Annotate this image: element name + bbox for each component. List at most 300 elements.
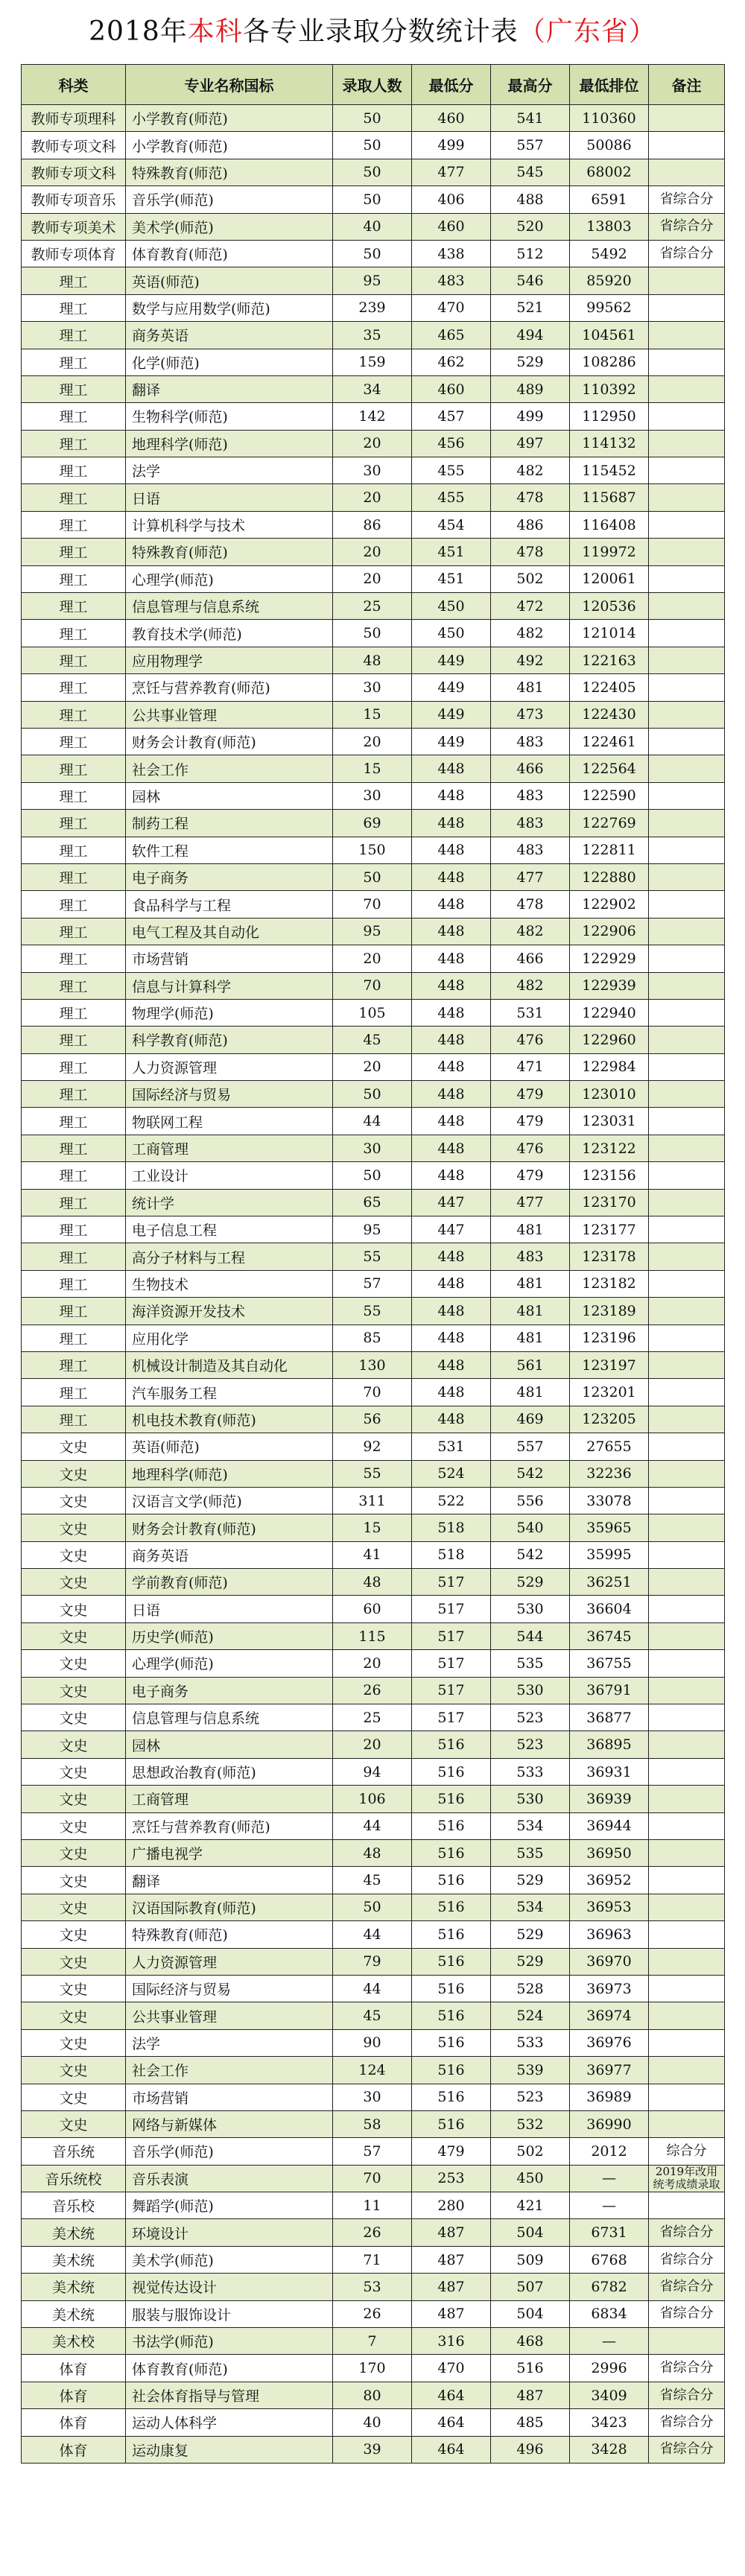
max-score-cell: 507: [491, 2274, 570, 2300]
max-score-cell: 478: [491, 891, 570, 918]
min-rank-cell: 35995: [570, 1541, 649, 1568]
table-row: [22, 1189, 725, 1216]
note-cell: [649, 1948, 725, 1975]
note-cell: [649, 1514, 725, 1541]
category-cell: 理工: [22, 728, 126, 755]
category-cell: 理工: [22, 674, 126, 701]
admitted-cell: 85: [333, 1325, 412, 1351]
min-score-cell: 517: [412, 1569, 491, 1596]
table-row: [22, 945, 725, 972]
admitted-cell: 48: [333, 1569, 412, 1596]
table-row: [22, 1053, 725, 1080]
admitted-cell: 79: [333, 1948, 412, 1975]
min-rank-cell: 122984: [570, 1053, 649, 1080]
note-cell: [649, 1162, 725, 1189]
note-cell: [649, 891, 725, 918]
min-rank-cell: 35965: [570, 1514, 649, 1541]
note-cell: [649, 294, 725, 321]
min-score-cell: 516: [412, 1812, 491, 1839]
category-cell: 美术统: [22, 2246, 126, 2273]
category-cell: 理工: [22, 457, 126, 484]
min-rank-cell: 36950: [570, 1840, 649, 1867]
note-cell: [649, 810, 725, 837]
note-cell: [649, 945, 725, 972]
category-cell: 理工: [22, 322, 126, 349]
min-score-cell: 479: [412, 2138, 491, 2165]
min-rank-cell: 2012: [570, 2138, 649, 2165]
min-score-cell: 451: [412, 565, 491, 592]
category-cell: 音乐校: [22, 2192, 126, 2219]
min-rank-cell: 123205: [570, 1406, 649, 1433]
major-cell: 市场营销: [126, 2084, 333, 2110]
min-score-cell: 451: [412, 539, 491, 565]
category-cell: 美术统: [22, 2274, 126, 2300]
note-cell: 2019年改用统考成绩录取: [649, 2165, 725, 2192]
max-score-cell: 504: [491, 2300, 570, 2327]
table-row: [22, 674, 725, 701]
max-score-cell: 486: [491, 511, 570, 538]
major-cell: 信息与计算科学: [126, 972, 333, 999]
category-cell: 文史: [22, 1975, 126, 2002]
category-cell: 理工: [22, 511, 126, 538]
admitted-cell: 20: [333, 945, 412, 972]
category-cell: 理工: [22, 1406, 126, 1433]
min-rank-cell: 6782: [570, 2274, 649, 2300]
major-cell: 心理学(师范): [126, 1650, 333, 1677]
table-row: [22, 1298, 725, 1325]
max-score-cell: 533: [491, 2029, 570, 2056]
min-rank-cell: 36931: [570, 1758, 649, 1785]
category-cell: 体育: [22, 2355, 126, 2382]
max-score-cell: 472: [491, 593, 570, 620]
min-rank-cell: 122769: [570, 810, 649, 837]
min-score-cell: 448: [412, 972, 491, 999]
min-score-cell: 487: [412, 2246, 491, 2273]
major-cell: 计算机科学与技术: [126, 511, 333, 538]
max-score-cell: 489: [491, 375, 570, 402]
max-score-cell: 529: [491, 1569, 570, 1596]
major-cell: 广播电视学: [126, 1840, 333, 1867]
min-rank-cell: 122811: [570, 837, 649, 863]
max-score-cell: 545: [491, 159, 570, 185]
category-cell: 理工: [22, 1189, 126, 1216]
major-cell: 思想政治教育(师范): [126, 1758, 333, 1785]
major-cell: 特殊教育(师范): [126, 539, 333, 565]
min-score-cell: 438: [412, 240, 491, 267]
category-cell: 理工: [22, 782, 126, 809]
admitted-cell: 15: [333, 755, 412, 782]
major-cell: 商务英语: [126, 322, 333, 349]
max-score-cell: 483: [491, 728, 570, 755]
category-cell: 美术统: [22, 2219, 126, 2246]
note-cell: [649, 1840, 725, 1867]
category-cell: 理工: [22, 1081, 126, 1108]
table-row: [22, 701, 725, 728]
admitted-cell: 20: [333, 1650, 412, 1677]
major-cell: 电子商务: [126, 1677, 333, 1704]
min-score-cell: 516: [412, 1731, 491, 1758]
min-score-cell: 449: [412, 647, 491, 673]
admitted-cell: 30: [333, 1135, 412, 1161]
min-score-cell: 524: [412, 1460, 491, 1487]
major-cell: 汽车服务工程: [126, 1379, 333, 1406]
category-cell: 教师专项文科: [22, 159, 126, 185]
min-rank-cell: 123197: [570, 1351, 649, 1378]
table-row: [22, 1596, 725, 1622]
note-cell: 省综合分: [649, 2219, 725, 2246]
major-cell: 社会工作: [126, 2057, 333, 2084]
note-cell: [649, 105, 725, 132]
admitted-cell: 20: [333, 1731, 412, 1758]
max-score-cell: 482: [491, 620, 570, 647]
header-admitted: 录取人数: [333, 65, 412, 105]
min-rank-cell: 110360: [570, 105, 649, 132]
min-score-cell: 448: [412, 1135, 491, 1161]
min-rank-cell: 36989: [570, 2084, 649, 2110]
admitted-cell: 34: [333, 375, 412, 402]
min-rank-cell: 36755: [570, 1650, 649, 1677]
category-cell: 文史: [22, 1622, 126, 1649]
min-score-cell: 449: [412, 728, 491, 755]
min-rank-cell: —: [570, 2192, 649, 2219]
table-row: [22, 2246, 725, 2273]
major-cell: 商务英语: [126, 1541, 333, 1568]
major-cell: 舞蹈学(师范): [126, 2192, 333, 2219]
min-rank-cell: 123189: [570, 1298, 649, 1325]
max-score-cell: 529: [491, 1948, 570, 1975]
table-row: [22, 2300, 725, 2327]
min-rank-cell: 36604: [570, 1596, 649, 1622]
note-cell: [649, 375, 725, 402]
admitted-cell: 50: [333, 620, 412, 647]
note-cell: [649, 1921, 725, 1948]
min-score-cell: 516: [412, 2057, 491, 2084]
min-score-cell: 517: [412, 1596, 491, 1622]
major-cell: 人力资源管理: [126, 1948, 333, 1975]
min-rank-cell: 122939: [570, 972, 649, 999]
max-score-cell: 450: [491, 2165, 570, 2192]
note-cell: [649, 647, 725, 673]
category-cell: 理工: [22, 1379, 126, 1406]
min-score-cell: 464: [412, 2409, 491, 2436]
min-rank-cell: 114132: [570, 430, 649, 457]
admitted-cell: 80: [333, 2382, 412, 2408]
min-rank-cell: 122902: [570, 891, 649, 918]
min-score-cell: 460: [412, 105, 491, 132]
major-cell: 书法学(师范): [126, 2328, 333, 2355]
table-row: [22, 1108, 725, 1135]
table-row: [22, 647, 725, 673]
min-rank-cell: 3423: [570, 2409, 649, 2436]
min-score-cell: 455: [412, 484, 491, 511]
major-cell: 法学: [126, 2029, 333, 2056]
min-score-cell: 518: [412, 1541, 491, 1568]
table-row: [22, 1786, 725, 1812]
admitted-cell: 20: [333, 728, 412, 755]
max-score-cell: 532: [491, 2110, 570, 2137]
max-score-cell: 478: [491, 539, 570, 565]
note-cell: [649, 972, 725, 999]
max-score-cell: 476: [491, 1135, 570, 1161]
admitted-cell: 142: [333, 403, 412, 430]
table-row: [22, 1921, 725, 1948]
category-cell: 文史: [22, 1596, 126, 1622]
category-cell: 音乐统校: [22, 2165, 126, 2192]
major-cell: 特殊教育(师范): [126, 1921, 333, 1948]
major-cell: 应用物理学: [126, 647, 333, 673]
major-cell: 高分子材料与工程: [126, 1243, 333, 1270]
table-row: [22, 1840, 725, 1867]
admitted-cell: 70: [333, 891, 412, 918]
note-cell: [649, 1541, 725, 1568]
min-rank-cell: 36251: [570, 1569, 649, 1596]
table-row: [22, 2274, 725, 2300]
major-cell: 电子商务: [126, 863, 333, 890]
admitted-cell: 20: [333, 539, 412, 565]
min-score-cell: 406: [412, 186, 491, 213]
table-row: [22, 1650, 725, 1677]
min-rank-cell: 123177: [570, 1216, 649, 1243]
max-score-cell: 476: [491, 1027, 570, 1053]
note-cell: [649, 1487, 725, 1514]
note-cell: 省综合分: [649, 2246, 725, 2273]
major-cell: 运动康复: [126, 2436, 333, 2463]
min-score-cell: 449: [412, 701, 491, 728]
max-score-cell: 494: [491, 322, 570, 349]
major-cell: 公共事业管理: [126, 2002, 333, 2029]
category-cell: 文史: [22, 2057, 126, 2084]
admission-score-table: [21, 64, 725, 2464]
table-row: [22, 2057, 725, 2084]
table-row: [22, 349, 725, 375]
admitted-cell: 48: [333, 1840, 412, 1867]
admitted-cell: 20: [333, 565, 412, 592]
table-row: [22, 2219, 725, 2246]
category-cell: 理工: [22, 810, 126, 837]
major-cell: 教育技术学(师范): [126, 620, 333, 647]
max-score-cell: 557: [491, 132, 570, 159]
min-score-cell: 460: [412, 375, 491, 402]
min-rank-cell: 5492: [570, 240, 649, 267]
min-rank-cell: 6768: [570, 2246, 649, 2273]
table-row: [22, 267, 725, 294]
min-score-cell: 448: [412, 1325, 491, 1351]
max-score-cell: 502: [491, 2138, 570, 2165]
max-score-cell: 539: [491, 2057, 570, 2084]
max-score-cell: 481: [491, 1325, 570, 1351]
admitted-cell: 20: [333, 484, 412, 511]
category-cell: 理工: [22, 999, 126, 1026]
note-cell: [649, 2192, 725, 2219]
major-cell: 美术学(师范): [126, 2246, 333, 2273]
min-score-cell: 516: [412, 1975, 491, 2002]
note-cell: [649, 159, 725, 185]
min-score-cell: 499: [412, 132, 491, 159]
category-cell: 文史: [22, 1731, 126, 1758]
note-cell: [649, 1298, 725, 1325]
admitted-cell: 41: [333, 1541, 412, 1568]
min-score-cell: 516: [412, 2110, 491, 2137]
max-score-cell: 512: [491, 240, 570, 267]
admitted-cell: 44: [333, 1975, 412, 2002]
category-cell: 理工: [22, 945, 126, 972]
admitted-cell: 57: [333, 1270, 412, 1297]
note-cell: [649, 1325, 725, 1351]
max-score-cell: 531: [491, 999, 570, 1026]
table-row: [22, 565, 725, 592]
major-cell: 英语(师范): [126, 267, 333, 294]
min-rank-cell: 123182: [570, 1270, 649, 1297]
note-cell: [649, 2084, 725, 2110]
max-score-cell: 477: [491, 1189, 570, 1216]
admitted-cell: 70: [333, 1379, 412, 1406]
category-cell: 理工: [22, 1298, 126, 1325]
major-cell: 学前教育(师范): [126, 1569, 333, 1596]
category-cell: 理工: [22, 1270, 126, 1297]
min-score-cell: 448: [412, 810, 491, 837]
category-cell: 理工: [22, 1053, 126, 1080]
min-score-cell: 516: [412, 1894, 491, 1920]
min-score-cell: 448: [412, 837, 491, 863]
max-score-cell: 479: [491, 1081, 570, 1108]
major-cell: 数学与应用数学(师范): [126, 294, 333, 321]
admitted-cell: 35: [333, 322, 412, 349]
min-score-cell: 477: [412, 159, 491, 185]
category-cell: 理工: [22, 755, 126, 782]
max-score-cell: 529: [491, 349, 570, 375]
admitted-cell: 15: [333, 701, 412, 728]
min-rank-cell: 122405: [570, 674, 649, 701]
max-score-cell: 530: [491, 1677, 570, 1704]
category-cell: 文史: [22, 1921, 126, 1948]
note-cell: [649, 1812, 725, 1839]
max-score-cell: 471: [491, 1053, 570, 1080]
table-row: [22, 2084, 725, 2110]
admitted-cell: 106: [333, 1786, 412, 1812]
major-cell: 国际经济与贸易: [126, 1081, 333, 1108]
note-cell: [649, 1243, 725, 1270]
table-row: [22, 457, 725, 484]
admitted-cell: 58: [333, 2110, 412, 2137]
table-row: [22, 593, 725, 620]
major-cell: 音乐学(师范): [126, 2138, 333, 2165]
note-cell: [649, 457, 725, 484]
major-cell: 信息管理与信息系统: [126, 593, 333, 620]
table-row: [22, 837, 725, 863]
admitted-cell: 170: [333, 2355, 412, 2382]
admitted-cell: 45: [333, 1027, 412, 1053]
max-score-cell: 540: [491, 1514, 570, 1541]
max-score-cell: 469: [491, 1406, 570, 1433]
min-score-cell: 470: [412, 294, 491, 321]
min-rank-cell: 122929: [570, 945, 649, 972]
min-rank-cell: 122430: [570, 701, 649, 728]
min-score-cell: 516: [412, 2002, 491, 2029]
major-cell: 物理学(师范): [126, 999, 333, 1026]
min-rank-cell: 36953: [570, 1894, 649, 1920]
table-row: [22, 1325, 725, 1351]
category-cell: 理工: [22, 1135, 126, 1161]
table-row: [22, 1243, 725, 1270]
major-cell: 日语: [126, 1596, 333, 1622]
admitted-cell: 86: [333, 511, 412, 538]
min-rank-cell: 112950: [570, 403, 649, 430]
min-score-cell: 448: [412, 1351, 491, 1378]
min-rank-cell: 123201: [570, 1379, 649, 1406]
major-cell: 心理学(师范): [126, 565, 333, 592]
min-rank-cell: —: [570, 2328, 649, 2355]
min-score-cell: 516: [412, 1840, 491, 1867]
major-cell: 科学教育(师范): [126, 1027, 333, 1053]
max-score-cell: 483: [491, 782, 570, 809]
admitted-cell: 60: [333, 1596, 412, 1622]
major-cell: 机电技术教育(师范): [126, 1406, 333, 1433]
min-score-cell: 448: [412, 1406, 491, 1433]
note-cell: [649, 2110, 725, 2137]
min-score-cell: 516: [412, 1921, 491, 1948]
category-cell: 理工: [22, 837, 126, 863]
table-row: [22, 2382, 725, 2408]
admitted-cell: 25: [333, 1704, 412, 1731]
min-score-cell: 516: [412, 1948, 491, 1975]
category-cell: 教师专项音乐: [22, 186, 126, 213]
min-score-cell: 516: [412, 1758, 491, 1785]
table-row: [22, 2436, 725, 2463]
max-score-cell: 483: [491, 810, 570, 837]
min-rank-cell: 36952: [570, 1867, 649, 1894]
max-score-cell: 482: [491, 457, 570, 484]
max-score-cell: 528: [491, 1975, 570, 2002]
major-cell: 生物技术: [126, 1270, 333, 1297]
category-cell: 理工: [22, 1216, 126, 1243]
note-cell: [649, 1596, 725, 1622]
category-cell: 文史: [22, 1514, 126, 1541]
max-score-cell: 502: [491, 565, 570, 592]
table-row: [22, 1894, 725, 1920]
note-cell: [649, 620, 725, 647]
note-cell: 省综合分: [649, 2274, 725, 2300]
admitted-cell: 55: [333, 1460, 412, 1487]
note-cell: [649, 1622, 725, 1649]
min-rank-cell: 115687: [570, 484, 649, 511]
min-score-cell: 454: [412, 511, 491, 538]
header-min-score: 最低分: [412, 65, 491, 105]
admitted-cell: 95: [333, 918, 412, 945]
note-cell: [649, 999, 725, 1026]
min-score-cell: 460: [412, 213, 491, 240]
admitted-cell: 30: [333, 457, 412, 484]
major-cell: 翻译: [126, 1867, 333, 1894]
admitted-cell: 48: [333, 647, 412, 673]
admitted-cell: 7: [333, 2328, 412, 2355]
major-cell: 英语(师范): [126, 1433, 333, 1460]
note-cell: [649, 1569, 725, 1596]
note-cell: [649, 2057, 725, 2084]
title-main: 各专业录取分数统计表: [242, 16, 519, 47]
admitted-cell: 50: [333, 863, 412, 890]
category-cell: 文史: [22, 1867, 126, 1894]
min-rank-cell: 36963: [570, 1921, 649, 1948]
table-row: [22, 322, 725, 349]
major-cell: 地理科学(师范): [126, 430, 333, 457]
table-row: [22, 2138, 725, 2165]
max-score-cell: 481: [491, 1270, 570, 1297]
max-score-cell: 521: [491, 294, 570, 321]
table-row: [22, 1027, 725, 1053]
major-cell: 市场营销: [126, 945, 333, 972]
category-cell: 理工: [22, 294, 126, 321]
admitted-cell: 44: [333, 1921, 412, 1948]
